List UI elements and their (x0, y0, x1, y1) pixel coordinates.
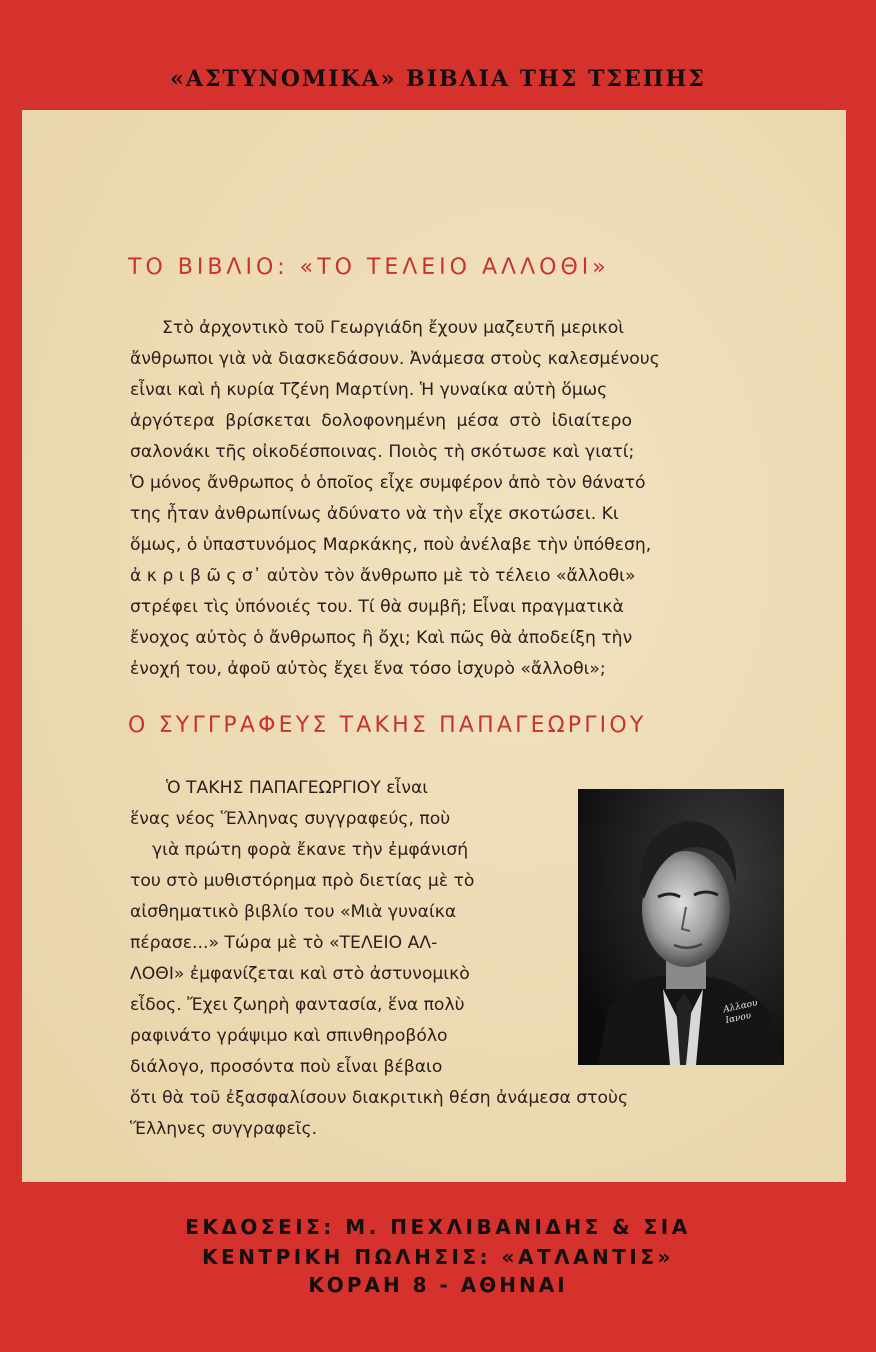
distributor-line: ΚΕΝΤΡΙΚΗ ΠΩΛΗΣΙΣ: «ΑΤΛΑΝΤΙΣ» (202, 1245, 674, 1269)
book-synopsis (130, 313, 774, 685)
synopsis-line: ἔνοχος αὐτὸς ὁ ἄνθρωπος ἢ ὄχι; Καὶ πῶς θὰ ἀποδείξη τὴν (130, 628, 633, 648)
bio-line: ΛΟΘΙ» ἐμφανίζεται καὶ στὸ ἀστυνομικὸ (130, 964, 470, 984)
address-line: ΚΟΡΑΗ 8 - ΑΘΗΝΑΙ (308, 1273, 568, 1297)
author-portrait (578, 789, 784, 1065)
bio-line: ὅτι θὰ τοῦ ἐξασφαλίσουν διακριτικὴ θέση ἀνάμεσα στοὺς (130, 1088, 629, 1108)
publisher-line: ΕΚΔΟΣΕΙΣ: Μ. ΠΕΧΛΙΒΑΝΙΔΗΣ & ΣΙΑ (185, 1215, 691, 1239)
synopsis-line: της ἦταν ἀνθρωπίνως ἀδύνατο νὰ τὴν εἶχε σκοτώσει. Κι (130, 504, 619, 524)
bio-line: ραφινάτο γράψιμο καὶ σπινθηροβόλο (130, 1026, 448, 1046)
synopsis-line: ἀργότερα βρίσκεται δολοφονημένη μέσα στὸ ἰδιαίτερο (130, 411, 632, 431)
bio-line: γιὰ πρώτη φορὰ ἔκανε τὴν ἐμφάνισή (152, 840, 469, 860)
book-section-heading: ΤΟ ΒΙΒΛΙΟ: «ΤΟ ΤΕΛΕΙΟ ΑΛΛΟΘΙ» (128, 255, 610, 280)
photographer-signature: Αλλαου Ιανου (722, 998, 759, 1027)
bio-line: ἕνας νέος Ἕλληνας συγγραφεύς, ποὺ (130, 809, 451, 829)
synopsis-line: εἶναι καὶ ἡ κυρία Τζένη Μαρτίνη. Ἡ γυναίκα αὐτὴ ὅμως (130, 380, 608, 400)
synopsis-line: ἐνοχή του, ἀφοῦ αὐτὸς ἔχει ἕνα τόσο ἰσχυρὸ «ἄλλοθι»; (130, 659, 606, 679)
bio-line: πέρασε...» Τώρα μὲ τὸ «ΤΕΛΕΙΟ ΑΛ- (130, 933, 438, 953)
synopsis-line: ὅμως, ὁ ὑπαστυνόμος Μαρκάκης, ποὺ ἀνέλαβε τὴν ὑπόθεση, (130, 535, 652, 555)
bio-line: αἰσθηματικὸ βιβλίο του «Μιὰ γυναίκα (130, 902, 457, 922)
series-title: «ΑΣΤΥΝΟΜΙΚΑ» ΒΙΒΛΙΑ ΤΗΣ ΤΣΕΠΗΣ (170, 66, 706, 92)
synopsis-line: στρέφει τὶς ὑπόνοιές του. Τί θὰ συμβῆ; Εἶναι πραγματικὰ (130, 597, 624, 617)
author-section-heading: Ο ΣΥΓΓΡΑΦΕΥΣ ΤΑΚΗΣ ΠΑΠΑΓΕΩΡΓΙΟΥ (128, 713, 647, 738)
portrait-image (578, 789, 784, 1065)
synopsis-line: Ὁ μόνος ἄνθρωπος ὁ ὁποῖος εἶχε συμφέρον ἀπὸ τὸν θάνατό (130, 473, 646, 493)
synopsis-line: ἄνθρωποι γιὰ νὰ διασκεδάσουν. Ἀνάμεσα στοὺς καλεσμένους (130, 349, 660, 369)
synopsis-line: Στὸ ἀρχοντικὸ τοῦ Γεωργιάδη ἔχουν μαζευτῆ μερικοὶ (162, 318, 625, 338)
bio-line: Ὁ ΤΑΚΗΣ ΠΑΠΑΓΕΩΡΓΙΟΥ εἶναι (166, 778, 429, 798)
bio-line: διάλογο, προσόντα ποὺ εἶναι βέβαιο (130, 1057, 443, 1077)
bio-line: του στὸ μυθιστόρημα πρὸ διετίας μὲ τὸ (130, 871, 475, 891)
bio-line: Ἕλληνες συγγραφεῖς. (130, 1119, 318, 1139)
synopsis-line: σαλονάκι τῆς οἰκοδέσποινας. Ποιὸς τὴ σκότωσε καὶ γιατί; (130, 442, 635, 462)
bio-line: εἶδος. Ἔχει ζωηρὴ φαντασία, ἕνα πολὺ (130, 995, 465, 1015)
synopsis-line: ἀ κ ρ ι β ῶ ς σ᾽ αὐτὸν τὸν ἄνθρωπο μὲ τὸ τέλειο «ἄλλοθι» (130, 566, 636, 586)
